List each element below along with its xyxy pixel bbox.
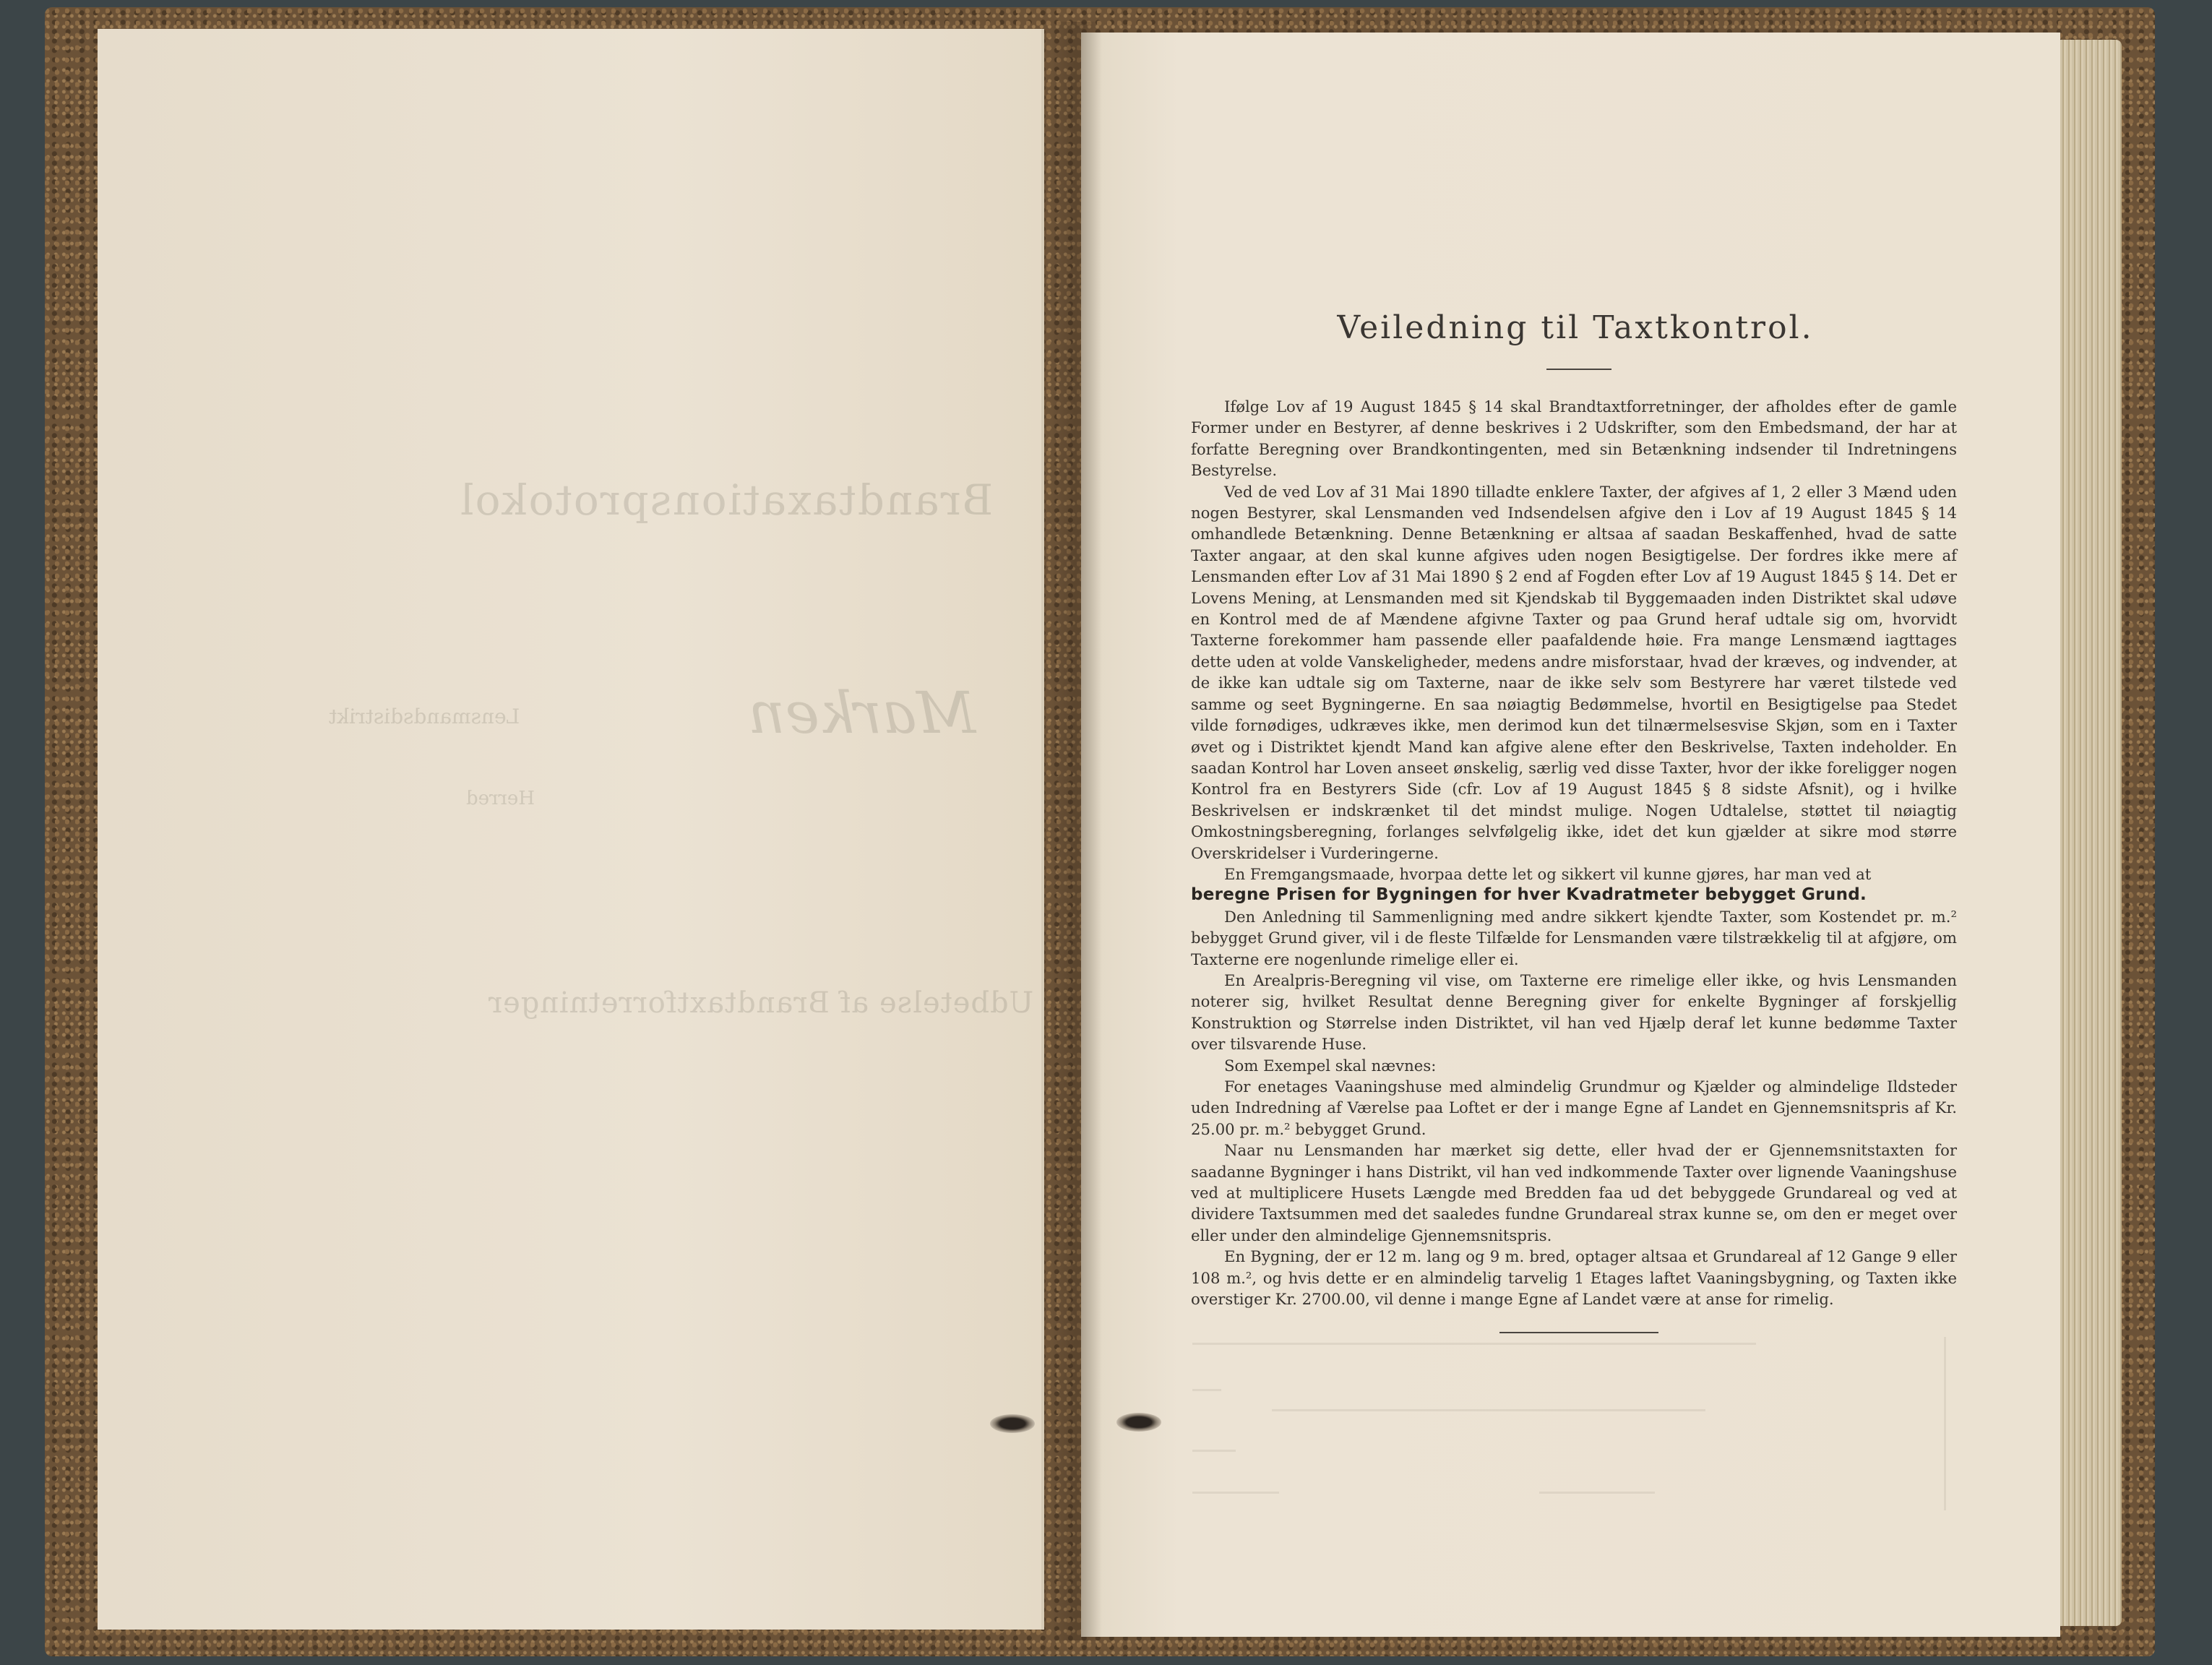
bleed-through-text: Udbetelse af Brandtaxtforretninger	[488, 986, 1034, 1020]
bleed-through-table	[1192, 1322, 1958, 1510]
page-title: Veiledning til Taxtkontrol.	[1337, 309, 1814, 346]
paragraph: Den Anledning til Sammenligning med andre sikkert kjendte Taxter, som Kostendet pr. m.² bebygget Grund giver, vil i de fleste Tilfælde for Lensmanden være tilstrækkelig til at afgjøre, om Taxterne ere nogenlunde rimelige eller ei.	[1191, 907, 1957, 968]
left-page	[98, 29, 1044, 1630]
page-edges	[2060, 40, 2122, 1626]
paragraph: Ifølge Lov af 19 August 1845 § 14 skal Brandtaxtforretninger, der afholdes efter de gamle Former under en Bestyrer, af denne beskrives i 2 Udskrifter, som den Embedsmand, der har at forfatte Beregning over Brandkontingenten, med sin Betænkning indsender til Indretningens Bestyrelse.	[1191, 397, 1957, 480]
paragraph: En Fremgangsmaade, hvorpaa dette let og sikkert vil kunne gjøres, har man ved at	[1224, 864, 1872, 883]
bleed-through-text: Herred	[466, 788, 535, 809]
paragraph: En Arealpris-Beregning vil vise, om Taxterne ere rimelige eller ikke, og hvis Lensmanden noterer sig, hvilket Resultat denne Beregning giver for enkelte Bygninger af forskjellig Konstruktion og Størrelse inden Distriktet, vil han ved Hjælp deraf let kunne bedømme Taxter over tilsvarende Huse.	[1191, 971, 1957, 1054]
bleed-through-script: Marken	[748, 679, 976, 747]
paragraph: En Bygning, der er 12 m. lang og 9 m. bred, optager altsaa et Grundareal af 12 Gange 9 eller 108 m.², og hvis dette er en almindelig tarvelig 1 Etages laftet Vaaningsbygning, og Taxten ikke overstiger Kr. 2700.00, vil denne i mange Egne af Landet være at anse for rimelig.	[1191, 1247, 1957, 1309]
paragraph: Ved de ved Lov af 31 Mai 1890 tilladte enklere Taxter, der afgives af 1, 2 eller 3 Mænd uden nogen Bestyrer, skal Lensmanden ved Indsendelsen afgive den i Lov af 19 August 1845 § 14 omhandlede Betænkning. Denne Betænkning er altsaa af saadan Beskaffenhed, hvad de satte Taxter angaar, at den skal kunne afgives uden nogen Besigtigelse. Der fordres ikke mere af Lensmanden efter Lov af 31 Mai 1890 § 2 end af Fogden efter Lov af 19 August 1845 § 14. Det er Lovens Mening, at Lensmanden med sit Kjendskab til Byggemaaden inden Distriktet skal udøve en Kontrol med de af Mændene afgivne Taxter og paa Grund heraf udtale sig om, hvorvidt Taxterne forekommer ham passende eller paafaldende høie. Fra mange Lensmænd iagttages dette uden at volde Vanskeligheder, medens andre misforstaar, hvad der kræves, og indvender, at de ikke kan udtale sig om Taxterne, naar de ikke selv som Bestyrere har været tilstede ved samme og seet Bygningerne. En saa nøiagtig Bedømmelse, hvortil en Besigtigelse paa Stedet vilde fornødiges, udkræves ikke, men derimod kun det tilnærmelsesvise Skjøn, som en i Taxter øvet og i Distriktet kjendt Mand kan afgive alene efter den Beskrivelse, Taxten indeholder. En saadan Kontrol har Loven anseet ønskelig, særlig ved disse Taxter, hvor der ikke foreligger nogen Kontrol fra en Bestyrers Side (cfr. Lov af 19 August 1845 § 8 sidste Afsnit), og i hvilke Beskrivelsen er indskrænket til det mindst mulige. Nogen Udtalelse, støttet til nøiagtig Omkostningsberegning, forlanges selvfølgelig ikke, idet det kun gjælder at sikre mod større Overskridelser i Vurderingerne.	[1191, 482, 1957, 862]
binding-hole	[990, 1414, 1035, 1433]
bleed-through-heading: Brandtaxationsprotokol	[459, 476, 994, 525]
title-rule	[1546, 369, 1611, 370]
book-gutter	[1051, 22, 1102, 1640]
paragraph: For enetages Vaaningshuse med almindelig Grundmur og Kjælder og almindelige Ildsteder uden Indredning af Værelse paa Loftet er der i mange Egne af Landet en Gjennemsnitspris af Kr. 25.00 pr. m.² bebygget Grund.	[1191, 1077, 1957, 1138]
paragraph: Naar nu Lensmanden har mærket sig dette, eller hvad der er Gjennemsnitstaxten for saadanne Bygninger i hans Distrikt, vil han ved indkommende Taxter over lignende Vaaningshuse ved at multiplicere Husets Længde med Bredden faa ud det bebyggede Grundareal og ved at dividere Taxtsummen med det saaledes fundne Grundareal strax kunne se, om den er meget over eller under den almindelige Gjennemsnitspris.	[1191, 1141, 1957, 1244]
instruction-text	[1191, 396, 1957, 1309]
binding-hole	[1116, 1413, 1161, 1432]
paragraph: Som Exempel skal nævnes:	[1224, 1056, 1437, 1075]
bleed-through-text: Lensmandsdistrikt	[329, 705, 520, 728]
bold-sentence: beregne Prisen for Bygningen for hver Kvadratmeter bebygget Grund.	[1191, 885, 1867, 905]
